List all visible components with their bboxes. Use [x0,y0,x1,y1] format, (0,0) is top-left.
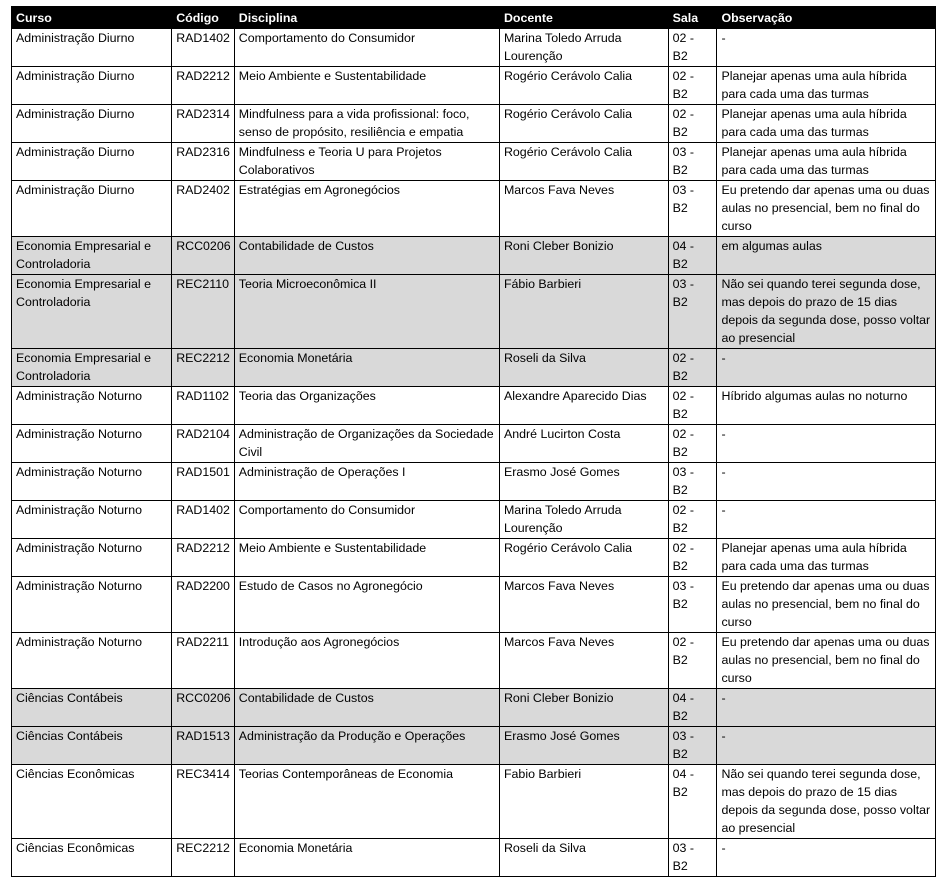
cell-docente: Roni Cleber Bonizio [499,237,668,275]
cell-disciplina: Teoria Microeconômica II [234,275,499,349]
cell-docente: Rogério Cerávolo Calia [499,539,668,577]
cell-observacao: - [717,425,936,463]
cell-sala: 02 - B2 [668,539,717,577]
header-observacao: Observação [717,7,936,29]
cell-curso: Administração Noturno [12,501,172,539]
table-row [12,765,936,839]
cell-docente: Erasmo José Gomes [499,727,668,765]
cell-docente: Rogério Cerávolo Calia [499,105,668,143]
cell-docente: Fábio Barbieri [499,275,668,349]
cell-docente: Fabio Barbieri [499,765,668,839]
cell-disciplina: Comportamento do Consumidor [234,501,499,539]
table-row [12,501,936,539]
cell-observacao: - [717,463,936,501]
cell-sala: 03 - B2 [668,275,717,349]
cell-curso: Administração Noturno [12,387,172,425]
cell-codigo: RAD1501 [172,463,235,501]
cell-docente: Rogério Cerávolo Calia [499,143,668,181]
cell-observacao: Eu pretendo dar apenas uma ou duas aulas no presencial, bem no final do curso [717,577,936,633]
table-row [12,29,936,67]
cell-docente: Roseli da Silva [499,349,668,387]
table-row [12,181,936,237]
cell-sala: 04 - B2 [668,689,717,727]
table-body [12,29,936,877]
cell-sala: 03 - B2 [668,181,717,237]
cell-docente: Roseli da Silva [499,839,668,877]
header-curso: Curso [12,7,172,29]
cell-codigo: RAD2402 [172,181,235,237]
table-row [12,689,936,727]
cell-observacao: Não sei quando terei segunda dose, mas depois do prazo de 15 dias depois da segunda dose, posso voltar ao presencial [717,765,936,839]
cell-codigo: RAD2316 [172,143,235,181]
table-row [12,237,936,275]
cell-disciplina: Introdução aos Agronegócios [234,633,499,689]
cell-disciplina: Contabilidade de Custos [234,689,499,727]
table-row [12,425,936,463]
table-row [12,577,936,633]
cell-observacao: em algumas aulas [717,237,936,275]
cell-curso: Economia Empresarial e Controladoria [12,349,172,387]
cell-sala: 03 - B2 [668,577,717,633]
cell-codigo: REC3414 [172,765,235,839]
cell-sala: 02 - B2 [668,387,717,425]
cell-docente: Marina Toledo Arruda Lourenção [499,501,668,539]
header-codigo: Código [172,7,235,29]
cell-codigo: RAD2200 [172,577,235,633]
cell-observacao: Planejar apenas uma aula híbrida para cada uma das turmas [717,67,936,105]
cell-sala: 03 - B2 [668,727,717,765]
table-row [12,349,936,387]
cell-disciplina: Comportamento do Consumidor [234,29,499,67]
cell-docente: Alexandre Aparecido Dias [499,387,668,425]
cell-codigo: RAD1402 [172,29,235,67]
table-row [12,275,936,349]
cell-codigo: RAD2212 [172,539,235,577]
cell-codigo: RCC0206 [172,689,235,727]
cell-disciplina: Teorias Contemporâneas de Economia [234,765,499,839]
cell-curso: Ciências Econômicas [12,839,172,877]
cell-curso: Administração Noturno [12,463,172,501]
table-row [12,539,936,577]
cell-docente: Marcos Fava Neves [499,633,668,689]
cell-disciplina: Teoria das Organizações [234,387,499,425]
cell-curso: Economia Empresarial e Controladoria [12,237,172,275]
table-row [12,387,936,425]
cell-observacao: Eu pretendo dar apenas uma ou duas aulas no presencial, bem no final do curso [717,633,936,689]
cell-curso: Ciências Contábeis [12,689,172,727]
header-docente: Docente [499,7,668,29]
cell-observacao: - [717,29,936,67]
cell-observacao: Planejar apenas uma aula híbrida para cada uma das turmas [717,143,936,181]
table-row [12,633,936,689]
cell-disciplina: Meio Ambiente e Sustentabilidade [234,539,499,577]
cell-disciplina: Economia Monetária [234,349,499,387]
cell-observacao: - [717,727,936,765]
cell-curso: Administração Diurno [12,143,172,181]
cell-sala: 04 - B2 [668,765,717,839]
cell-sala: 02 - B2 [668,105,717,143]
cell-disciplina: Estratégias em Agronegócios [234,181,499,237]
cell-codigo: REC2212 [172,349,235,387]
cell-observacao: Híbrido algumas aulas no noturno [717,387,936,425]
cell-observacao: Planejar apenas uma aula híbrida para cada uma das turmas [717,539,936,577]
cell-observacao: Não sei quando terei segunda dose, mas depois do prazo de 15 dias depois da segunda dose, posso voltar ao presencial [717,275,936,349]
cell-curso: Administração Noturno [12,425,172,463]
cell-disciplina: Mindfulness e Teoria U para Projetos Colaborativos [234,143,499,181]
cell-observacao: - [717,839,936,877]
cell-observacao: - [717,689,936,727]
cell-curso: Administração Diurno [12,29,172,67]
cell-docente: Rogério Cerávolo Calia [499,67,668,105]
cell-sala: 02 - B2 [668,501,717,539]
cell-sala: 04 - B2 [668,237,717,275]
cell-curso: Administração Diurno [12,181,172,237]
cell-docente: Marina Toledo Arruda Lourenção [499,29,668,67]
header-disciplina: Disciplina [234,7,499,29]
header-row [12,7,936,29]
cell-codigo: RAD2212 [172,67,235,105]
cell-codigo: RAD2211 [172,633,235,689]
table-row [12,727,936,765]
table-row [12,143,936,181]
cell-disciplina: Administração da Produção e Operações [234,727,499,765]
cell-codigo: RCC0206 [172,237,235,275]
table-row [12,67,936,105]
cell-disciplina: Mindfulness para a vida profissional: foco, senso de propósito, resiliência e empatia [234,105,499,143]
table-row [12,463,936,501]
cell-sala: 02 - B2 [668,425,717,463]
cell-codigo: RAD2314 [172,105,235,143]
cell-sala: 03 - B2 [668,143,717,181]
table-row [12,839,936,877]
cell-codigo: RAD1102 [172,387,235,425]
cell-sala: 03 - B2 [668,839,717,877]
cell-curso: Administração Diurno [12,105,172,143]
header-sala: Sala [668,7,717,29]
table-row [12,105,936,143]
cell-curso: Ciências Econômicas [12,765,172,839]
cell-sala: 02 - B2 [668,29,717,67]
cell-observacao: - [717,501,936,539]
cell-curso: Ciências Contábeis [12,727,172,765]
cell-curso: Economia Empresarial e Controladoria [12,275,172,349]
cell-disciplina: Economia Monetária [234,839,499,877]
cell-observacao: - [717,349,936,387]
cell-docente: André Lucirton Costa [499,425,668,463]
cell-disciplina: Contabilidade de Custos [234,237,499,275]
cell-docente: Roni Cleber Bonizio [499,689,668,727]
cell-sala: 02 - B2 [668,633,717,689]
table-header [12,7,936,29]
cell-docente: Erasmo José Gomes [499,463,668,501]
course-schedule-table [11,6,936,877]
cell-observacao: Planejar apenas uma aula híbrida para cada uma das turmas [717,105,936,143]
cell-observacao: Eu pretendo dar apenas uma ou duas aulas no presencial, bem no final do curso [717,181,936,237]
cell-docente: Marcos Fava Neves [499,577,668,633]
cell-disciplina: Administração de Organizações da Sociedade Civil [234,425,499,463]
cell-codigo: REC2212 [172,839,235,877]
cell-codigo: RAD1513 [172,727,235,765]
cell-sala: 02 - B2 [668,67,717,105]
cell-curso: Administração Noturno [12,539,172,577]
cell-disciplina: Administração de Operações I [234,463,499,501]
cell-curso: Administração Noturno [12,577,172,633]
cell-disciplina: Meio Ambiente e Sustentabilidade [234,67,499,105]
cell-curso: Administração Diurno [12,67,172,105]
cell-codigo: REC2110 [172,275,235,349]
cell-docente: Marcos Fava Neves [499,181,668,237]
cell-disciplina: Estudo de Casos no Agronegócio [234,577,499,633]
cell-codigo: RAD1402 [172,501,235,539]
cell-curso: Administração Noturno [12,633,172,689]
cell-sala: 02 - B2 [668,349,717,387]
cell-sala: 03 - B2 [668,463,717,501]
cell-codigo: RAD2104 [172,425,235,463]
